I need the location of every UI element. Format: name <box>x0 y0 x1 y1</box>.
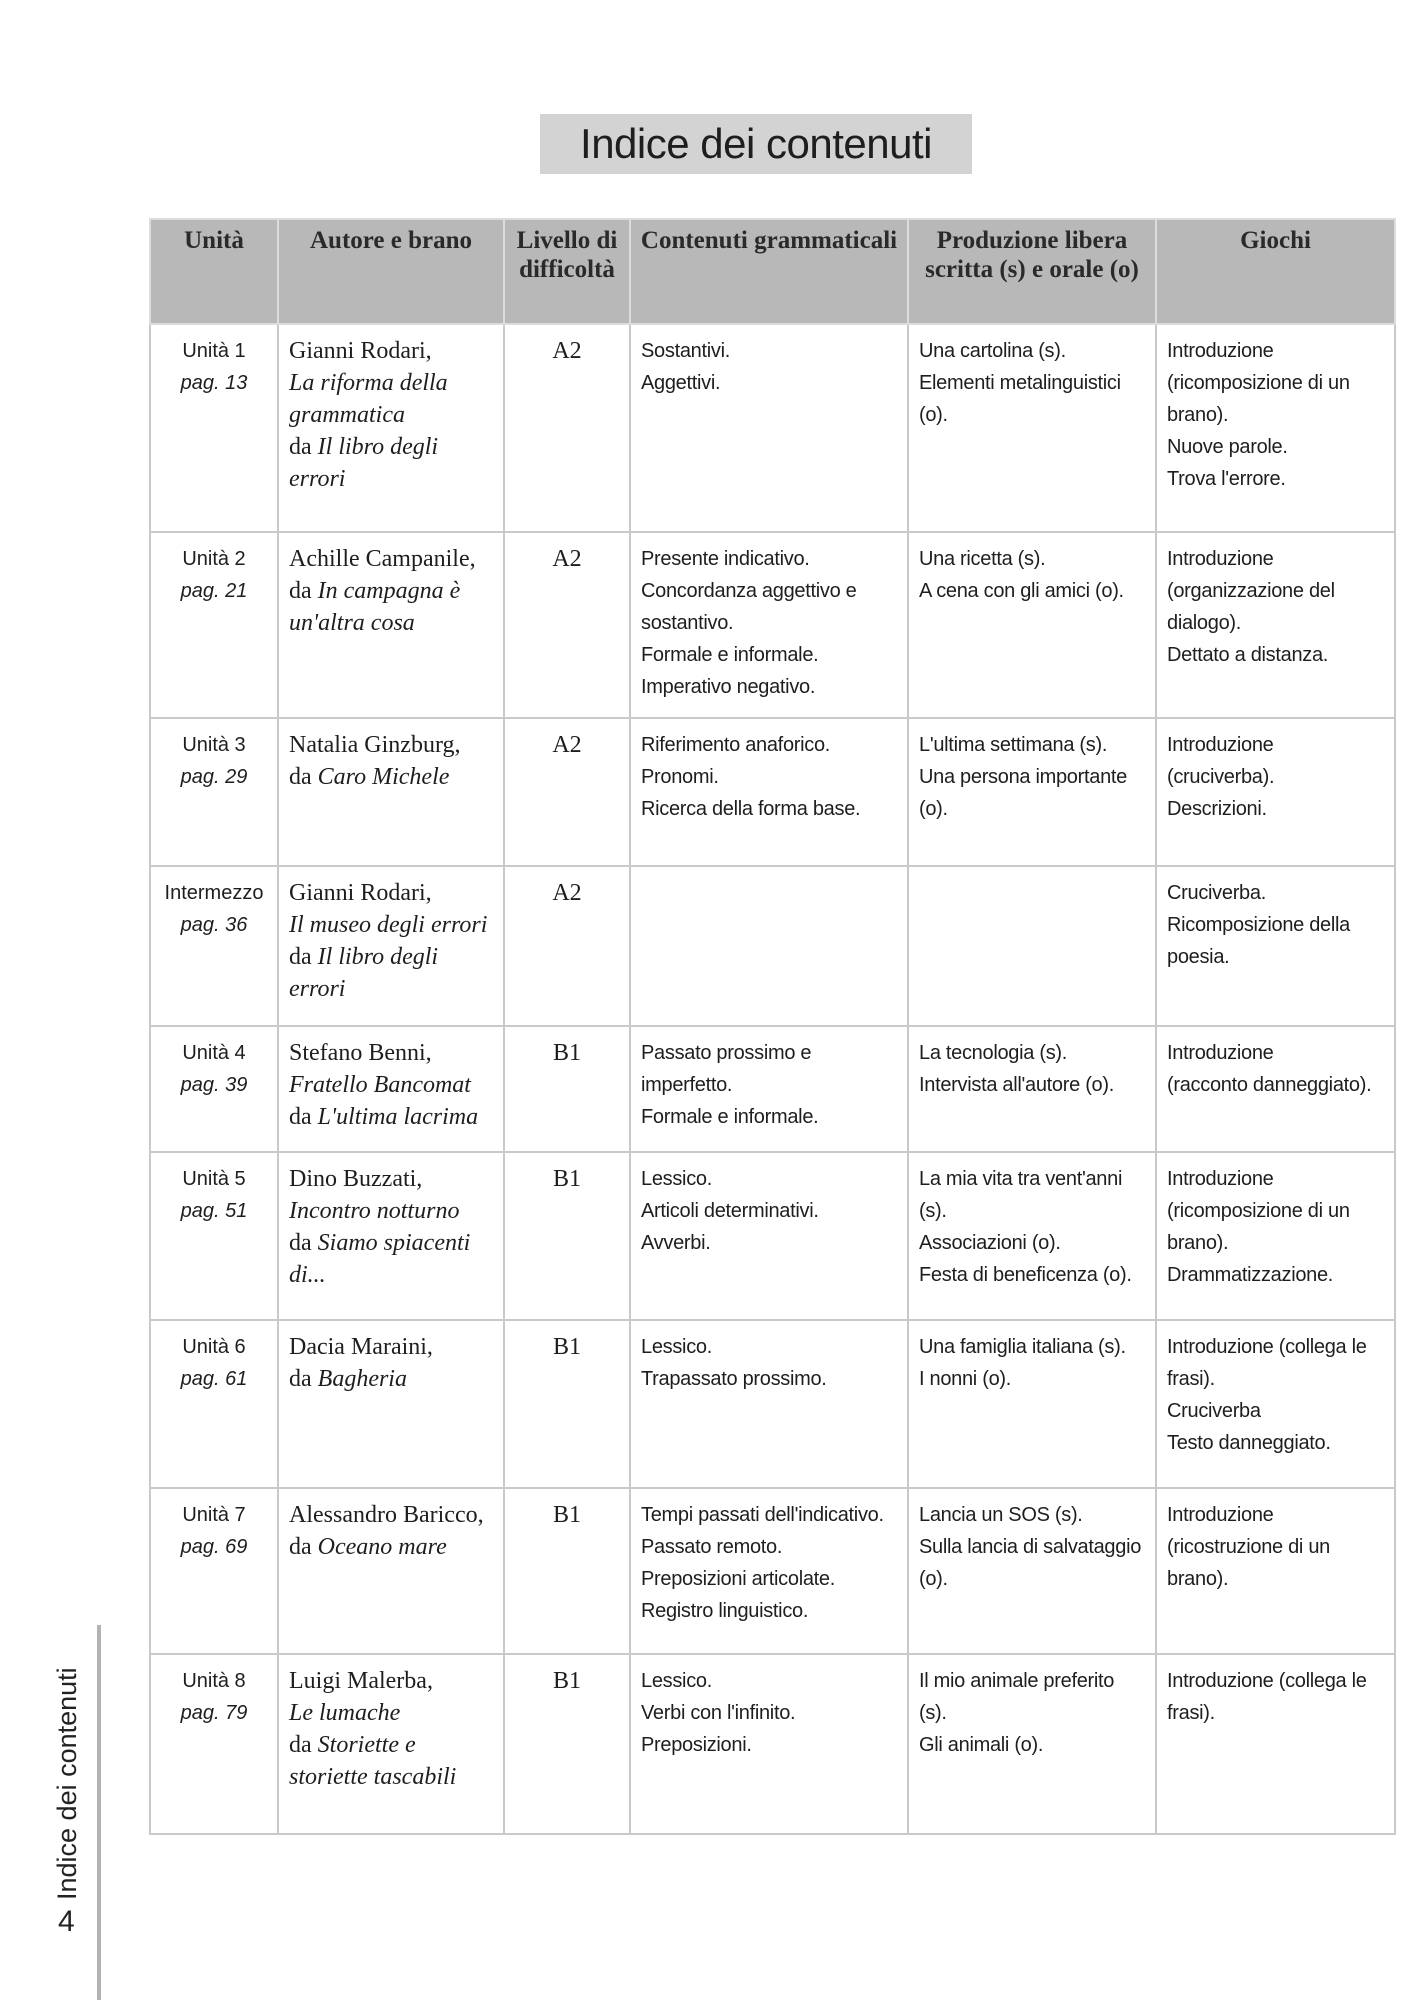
grammar-cell <box>630 532 908 718</box>
unit-page: pag. 69 <box>180 1536 248 1558</box>
author-text: da <box>289 944 318 970</box>
level-value: A2 <box>552 880 582 906</box>
level-value: A2 <box>552 546 582 572</box>
games-cell <box>1156 1026 1395 1152</box>
unit-name: Unità 8 <box>182 1670 246 1692</box>
grammar-item: Formale e informale. <box>641 1106 819 1128</box>
table-row <box>150 1654 1395 1834</box>
games-cell <box>1156 324 1395 532</box>
grammar-cell <box>630 1026 908 1152</box>
unit-page: pag. 39 <box>180 1074 248 1096</box>
work-title: L'ultima lacrima <box>317 1104 479 1130</box>
unit-cell <box>150 1654 278 1834</box>
games-item: Ricomposizione della poesia. <box>1167 914 1350 968</box>
author-text: Dacia Maraini, <box>289 1334 433 1360</box>
grammar-item: Articoli determinativi. <box>641 1200 819 1222</box>
unit-name: Unità 7 <box>182 1504 246 1526</box>
level-cell <box>504 1320 630 1488</box>
unit-page: pag. 61 <box>180 1368 248 1390</box>
grammar-item: Preposizioni articolate. <box>641 1568 836 1590</box>
grammar-item: Ricerca della forma base. <box>641 798 861 820</box>
production-cell <box>908 1152 1156 1320</box>
page-title: Indice dei contenuti <box>540 114 972 174</box>
author-text: Incontro notturno <box>289 1198 460 1224</box>
grammar-item: Passato remoto. <box>641 1536 783 1558</box>
production-item: Gli animali (o). <box>919 1734 1044 1756</box>
grammar-item: Sostantivi. <box>641 340 730 362</box>
production-item: Associazioni (o). <box>919 1232 1061 1254</box>
table-row <box>150 324 1395 532</box>
level-value: B1 <box>552 1668 581 1694</box>
unit-name: Unità 1 <box>182 340 246 362</box>
author-cell <box>278 324 504 532</box>
grammar-cell <box>630 718 908 866</box>
author-text: da <box>289 1104 318 1130</box>
level-cell <box>504 532 630 718</box>
level-cell <box>504 1488 630 1654</box>
table-header-row <box>150 219 1395 324</box>
games-cell <box>1156 866 1395 1026</box>
production-cell <box>908 866 1156 1026</box>
production-item: Festa di beneficenza (o). <box>919 1264 1132 1286</box>
author-text: Il museo degli errori <box>289 912 488 938</box>
games-cell <box>1156 1320 1395 1488</box>
grammar-cell <box>630 1152 908 1320</box>
unit-cell <box>150 324 278 532</box>
header-grammar: Contenuti grammaticali <box>630 219 908 324</box>
games-item: Dettato a distanza. <box>1167 644 1329 666</box>
author-text: da <box>289 1366 318 1392</box>
games-cell <box>1156 1152 1395 1320</box>
table-row <box>150 1320 1395 1488</box>
unit-name: Unità 3 <box>182 734 246 756</box>
grammar-item: Riferimento anaforico. <box>641 734 831 756</box>
author-cell <box>278 532 504 718</box>
production-item: Sulla lancia di salvataggio (o). <box>919 1536 1142 1590</box>
work-title: Caro Michele <box>317 764 450 790</box>
author-text: Alessandro Baricco, <box>289 1502 484 1528</box>
grammar-cell <box>630 866 908 1026</box>
author-cell <box>278 1320 504 1488</box>
header-games: Giochi <box>1156 219 1395 324</box>
grammar-cell <box>630 1654 908 1834</box>
games-item: Introduzione (ricostruzione di un brano). <box>1167 1504 1330 1590</box>
author-cell <box>278 1152 504 1320</box>
grammar-item: Passato prossimo e imperfetto. <box>641 1042 812 1096</box>
header-author: Autore e brano <box>278 219 504 324</box>
level-cell <box>504 324 630 532</box>
production-item: A cena con gli amici (o). <box>919 580 1124 602</box>
games-cell <box>1156 1488 1395 1654</box>
unit-cell <box>150 866 278 1026</box>
games-item: Introduzione (collega le frasi). <box>1167 1670 1367 1724</box>
page-number: 4 <box>58 1905 75 1938</box>
level-value: A2 <box>552 732 582 758</box>
production-cell <box>908 718 1156 866</box>
grammar-cell <box>630 324 908 532</box>
unit-page: pag. 21 <box>180 580 248 602</box>
work-title: Il libro degli errori <box>289 434 439 492</box>
production-item: Una cartolina (s). <box>919 340 1066 362</box>
author-text: da <box>289 764 318 790</box>
author-text: Stefano Benni, <box>289 1040 432 1066</box>
unit-name: Unità 4 <box>182 1042 246 1064</box>
production-item: I nonni (o). <box>919 1368 1012 1390</box>
work-title: Bagheria <box>317 1366 407 1392</box>
production-item: Intervista all'autore (o). <box>919 1074 1114 1096</box>
table-row <box>150 1026 1395 1152</box>
unit-page: pag. 51 <box>180 1200 248 1222</box>
grammar-item: Trapassato prossimo. <box>641 1368 827 1390</box>
unit-cell <box>150 1320 278 1488</box>
games-cell <box>1156 718 1395 866</box>
author-cell <box>278 1654 504 1834</box>
grammar-item: Presente indicativo. <box>641 548 810 570</box>
production-cell <box>908 1654 1156 1834</box>
grammar-item: Lessico. <box>641 1670 712 1692</box>
games-item: Trova l'errore. <box>1167 468 1286 490</box>
level-cell <box>504 1654 630 1834</box>
games-item: Cruciverba. <box>1167 882 1266 904</box>
author-text: Le lumache <box>289 1700 401 1726</box>
table-row <box>150 866 1395 1026</box>
table-row <box>150 718 1395 866</box>
production-item: Una famiglia italiana (s). <box>919 1336 1126 1358</box>
games-item: Cruciverba <box>1167 1400 1261 1422</box>
grammar-item: Aggettivi. <box>641 372 721 394</box>
level-cell <box>504 718 630 866</box>
work-title: In campagna è un'altra cosa <box>289 578 461 636</box>
games-item: Introduzione (organizzazione del dialogo). <box>1167 548 1335 634</box>
unit-page: pag. 79 <box>180 1702 248 1724</box>
author-text: da <box>289 578 318 604</box>
unit-page: pag. 13 <box>180 372 248 394</box>
games-cell <box>1156 532 1395 718</box>
level-value: B1 <box>552 1502 581 1528</box>
level-value: B1 <box>552 1166 581 1192</box>
unit-cell <box>150 1488 278 1654</box>
table-row <box>150 1488 1395 1654</box>
production-cell <box>908 1026 1156 1152</box>
level-cell <box>504 866 630 1026</box>
level-cell <box>504 1026 630 1152</box>
games-item: Introduzione <box>1167 1042 1274 1064</box>
production-item: Una ricetta (s). <box>919 548 1046 570</box>
author-text: Gianni Rodari, <box>289 338 432 364</box>
production-item: Una persona importante (o). <box>919 766 1127 820</box>
production-item: L'ultima settimana (s). <box>919 734 1108 756</box>
author-text: La riforma della grammatica <box>289 370 448 428</box>
author-text: da <box>289 434 318 460</box>
production-cell <box>908 1488 1156 1654</box>
production-item: La tecnologia (s). <box>919 1042 1068 1064</box>
games-item: (racconto danneggiato). <box>1167 1074 1372 1096</box>
production-item: Il mio animale preferito (s). <box>919 1670 1115 1724</box>
author-text: da <box>289 1732 318 1758</box>
games-item: Introduzione (collega le frasi). <box>1167 1336 1367 1390</box>
games-item: Descrizioni. <box>1167 798 1267 820</box>
author-text: Dino Buzzati, <box>289 1166 423 1192</box>
header-level: Livello di difficoltà <box>504 219 630 324</box>
production-item: Lancia un SOS (s). <box>919 1504 1083 1526</box>
grammar-item: Imperativo negativo. <box>641 676 816 698</box>
unit-name: Unità 5 <box>182 1168 246 1190</box>
games-item: Introduzione (cruciverba). <box>1167 734 1275 788</box>
games-item: Drammatizzazione. <box>1167 1264 1334 1286</box>
unit-cell <box>150 1026 278 1152</box>
games-item: Introduzione (ricomposizione di un brano). <box>1167 1168 1350 1254</box>
grammar-item: Verbi con l'infinito. <box>641 1702 796 1724</box>
production-cell <box>908 532 1156 718</box>
grammar-item: Tempi passati dell'indicativo. <box>641 1504 884 1526</box>
games-item: Introduzione (ricomposizione di un brano). <box>1167 340 1350 426</box>
grammar-cell <box>630 1320 908 1488</box>
games-item: Nuove parole. <box>1167 436 1288 458</box>
author-text: da <box>289 1534 318 1560</box>
table-row <box>150 532 1395 718</box>
side-bar <box>97 1625 101 2000</box>
grammar-cell <box>630 1488 908 1654</box>
games-item: Testo danneggiato. <box>1167 1432 1331 1454</box>
author-text: Luigi Malerba, <box>289 1668 433 1694</box>
unit-cell <box>150 718 278 866</box>
level-value: B1 <box>552 1040 581 1066</box>
contents-table <box>149 218 1394 1835</box>
author-text: Fratello Bancomat <box>289 1072 471 1098</box>
unit-cell <box>150 1152 278 1320</box>
grammar-item: Pronomi. <box>641 766 719 788</box>
games-cell <box>1156 1654 1395 1834</box>
unit-cell <box>150 532 278 718</box>
header-production: Produzione libera scritta (s) e orale (o) <box>908 219 1156 324</box>
production-cell <box>908 1320 1156 1488</box>
author-cell <box>278 1488 504 1654</box>
table-row <box>150 1152 1395 1320</box>
production-item: La mia vita tra vent'anni (s). <box>919 1168 1123 1222</box>
grammar-item: Lessico. <box>641 1168 712 1190</box>
work-title: Storiette e storiette tascabili <box>289 1732 457 1790</box>
level-value: A2 <box>552 338 582 364</box>
author-cell <box>278 718 504 866</box>
level-value: B1 <box>552 1334 581 1360</box>
side-label: Indice dei contenuti <box>52 1667 82 1900</box>
author-text: Gianni Rodari, <box>289 880 432 906</box>
production-item: Elementi metalinguistici (o). <box>919 372 1121 426</box>
author-text: Achille Campanile, <box>289 546 476 572</box>
grammar-item: Lessico. <box>641 1336 712 1358</box>
header-unit: Unità <box>150 219 278 324</box>
unit-name: Intermezzo <box>164 882 264 904</box>
level-cell <box>504 1152 630 1320</box>
grammar-item: Registro linguistico. <box>641 1600 809 1622</box>
unit-name: Unità 6 <box>182 1336 246 1358</box>
grammar-item: Formale e informale. <box>641 644 819 666</box>
author-cell <box>278 1026 504 1152</box>
author-text: Natalia Ginzburg, <box>289 732 461 758</box>
work-title: Siamo spiacenti di... <box>289 1230 471 1288</box>
author-cell <box>278 866 504 1026</box>
work-title: Oceano mare <box>317 1534 447 1560</box>
unit-name: Unità 2 <box>182 548 246 570</box>
grammar-item: Avverbi. <box>641 1232 711 1254</box>
unit-page: pag. 29 <box>180 766 248 788</box>
work-title: Il libro degli errori <box>289 944 439 1002</box>
production-cell <box>908 324 1156 532</box>
unit-page: pag. 36 <box>180 914 248 936</box>
grammar-item: Preposizioni. <box>641 1734 752 1756</box>
grammar-item: Concordanza aggettivo e sostantivo. <box>641 580 857 634</box>
author-text: da <box>289 1230 318 1256</box>
